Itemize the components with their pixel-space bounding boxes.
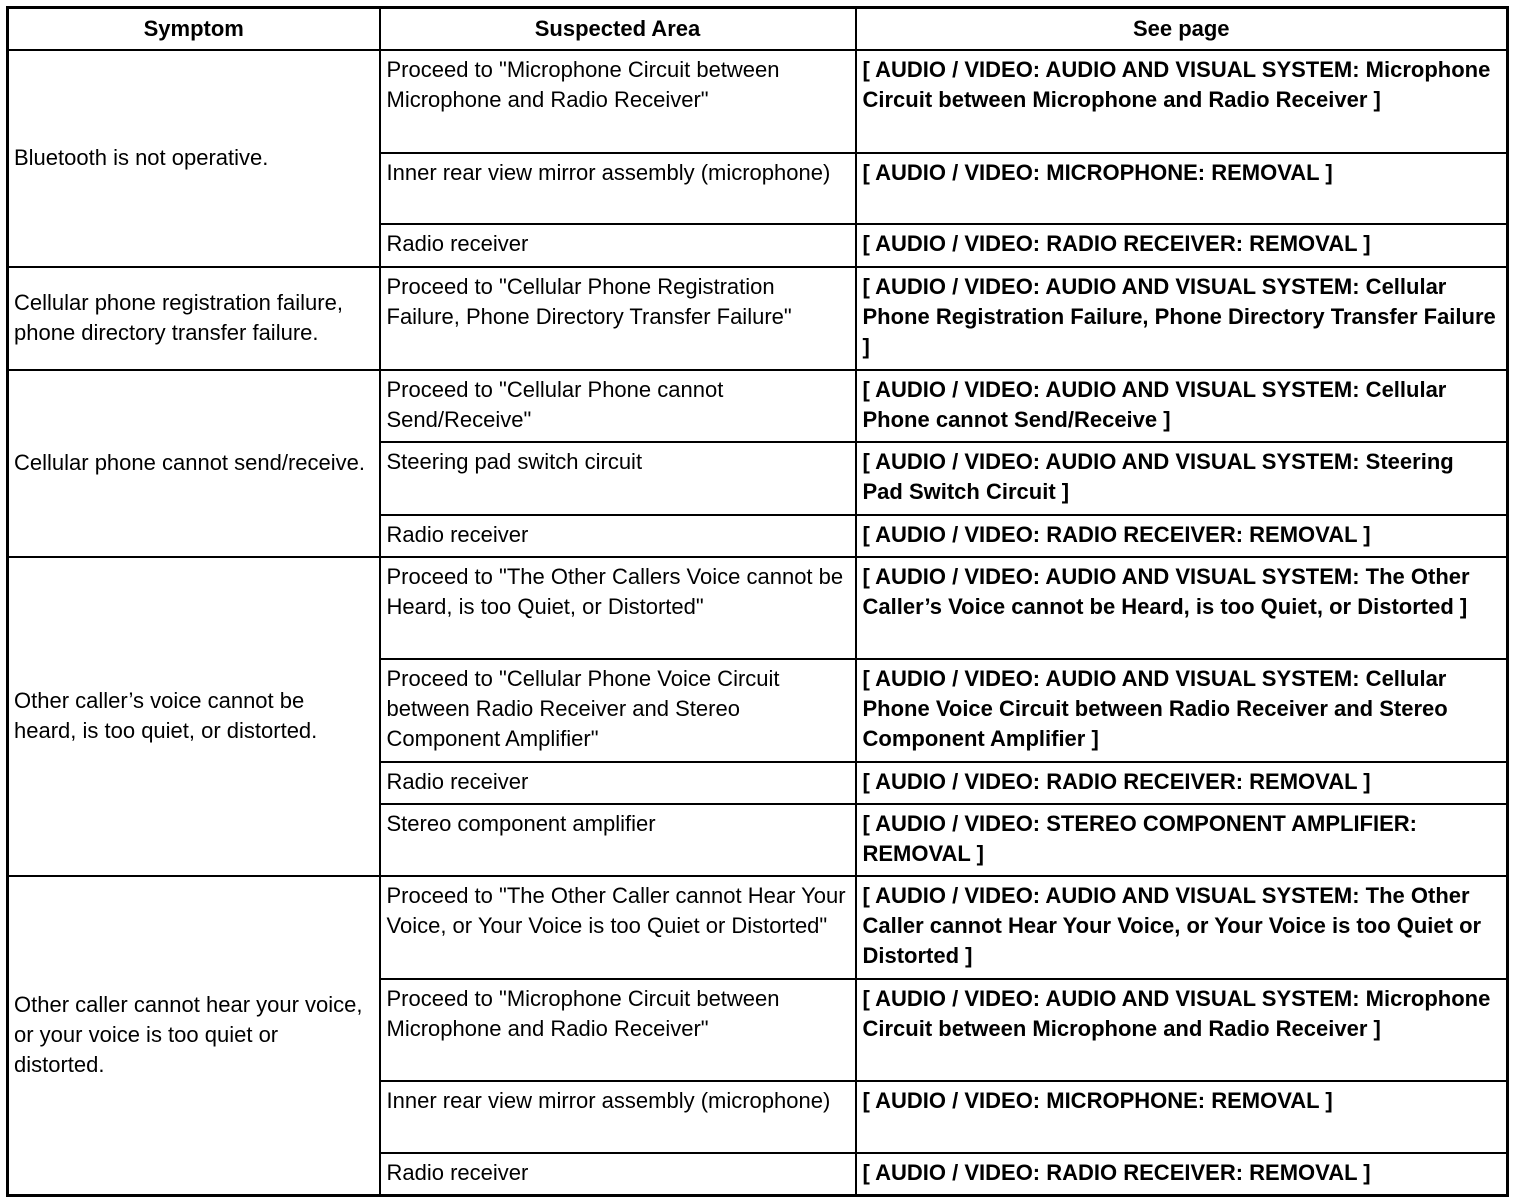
header-see-page: See page <box>856 8 1508 50</box>
see-page-link[interactable]: [ AUDIO / VIDEO: RADIO RECEIVER: REMOVAL ] <box>856 1153 1508 1196</box>
symptom-cell: Other caller’s voice cannot be heard, is too quiet, or distorted. <box>8 557 380 876</box>
see-page-link[interactable]: [ AUDIO / VIDEO: AUDIO AND VISUAL SYSTEM: Cellular Phone cannot Send/Receive ] <box>856 370 1508 442</box>
suspected-area-cell: Stereo component amplifier <box>380 804 856 876</box>
table-row <box>8 370 1508 442</box>
see-page-link[interactable]: [ AUDIO / VIDEO: AUDIO AND VISUAL SYSTEM: Steering Pad Switch Circuit ] <box>856 442 1508 515</box>
suspected-area-cell: Steering pad switch circuit <box>380 442 856 515</box>
suspected-area-cell: Proceed to "The Other Callers Voice cannot be Heard, is too Quiet, or Distorted" <box>380 557 856 659</box>
see-page-link[interactable]: [ AUDIO / VIDEO: RADIO RECEIVER: REMOVAL ] <box>856 224 1508 267</box>
suspected-area-cell: Inner rear view mirror assembly (microphone) <box>380 153 856 224</box>
suspected-area-cell: Proceed to "Microphone Circuit between Microphone and Radio Receiver" <box>380 50 856 153</box>
suspected-area-cell: Radio receiver <box>380 515 856 557</box>
see-page-link[interactable]: [ AUDIO / VIDEO: RADIO RECEIVER: REMOVAL ] <box>856 762 1508 804</box>
troubleshooting-table <box>6 6 1509 1197</box>
see-page-link[interactable]: [ AUDIO / VIDEO: AUDIO AND VISUAL SYSTEM: Microphone Circuit between Microphone and Radio Receiver ] <box>856 50 1508 153</box>
symptom-cell: Cellular phone registration failure, phone directory transfer failure. <box>8 267 380 370</box>
suspected-area-cell: Proceed to "Cellular Phone cannot Send/Receive" <box>380 370 856 442</box>
header-symptom: Symptom <box>8 8 380 50</box>
see-page-link[interactable]: [ AUDIO / VIDEO: AUDIO AND VISUAL SYSTEM: Microphone Circuit between Microphone and Radio Receiver ] <box>856 979 1508 1081</box>
symptom-cell: Cellular phone cannot send/receive. <box>8 370 380 557</box>
table-row <box>8 557 1508 659</box>
suspected-area-cell: Radio receiver <box>380 224 856 267</box>
table-row <box>8 50 1508 153</box>
suspected-area-cell: Proceed to "Cellular Phone Voice Circuit between Radio Receiver and Stereo Component Amplifier" <box>380 659 856 762</box>
see-page-link[interactable]: [ AUDIO / VIDEO: MICROPHONE: REMOVAL ] <box>856 153 1508 224</box>
see-page-link[interactable]: [ AUDIO / VIDEO: MICROPHONE: REMOVAL ] <box>856 1081 1508 1153</box>
see-page-link[interactable]: [ AUDIO / VIDEO: AUDIO AND VISUAL SYSTEM: The Other Caller cannot Hear Your Voice, or Your Voice is too Quiet or Distorted ] <box>856 876 1508 979</box>
see-page-link[interactable]: [ AUDIO / VIDEO: STEREO COMPONENT AMPLIFIER: REMOVAL ] <box>856 804 1508 876</box>
header-suspected-area: Suspected Area <box>380 8 856 50</box>
symptom-cell: Other caller cannot hear your voice, or your voice is too quiet or distorted. <box>8 876 380 1196</box>
suspected-area-cell: Radio receiver <box>380 1153 856 1196</box>
symptom-cell: Bluetooth is not operative. <box>8 50 380 267</box>
header-row <box>8 8 1508 50</box>
table-row <box>8 876 1508 979</box>
suspected-area-cell: Radio receiver <box>380 762 856 804</box>
table-row <box>8 267 1508 370</box>
see-page-link[interactable]: [ AUDIO / VIDEO: AUDIO AND VISUAL SYSTEM: Cellular Phone Registration Failure, Phone Directory Transfer Failure ] <box>856 267 1508 370</box>
see-page-link[interactable]: [ AUDIO / VIDEO: RADIO RECEIVER: REMOVAL ] <box>856 515 1508 557</box>
see-page-link[interactable]: [ AUDIO / VIDEO: AUDIO AND VISUAL SYSTEM: Cellular Phone Voice Circuit between Radio Receiver and Stereo Component Amplifier ] <box>856 659 1508 762</box>
suspected-area-cell: Inner rear view mirror assembly (microphone) <box>380 1081 856 1153</box>
suspected-area-cell: Proceed to "The Other Caller cannot Hear Your Voice, or Your Voice is too Quiet or Distorted" <box>380 876 856 979</box>
suspected-area-cell: Proceed to "Cellular Phone Registration Failure, Phone Directory Transfer Failure" <box>380 267 856 370</box>
suspected-area-cell: Proceed to "Microphone Circuit between Microphone and Radio Receiver" <box>380 979 856 1081</box>
see-page-link[interactable]: [ AUDIO / VIDEO: AUDIO AND VISUAL SYSTEM: The Other Caller’s Voice cannot be Heard, is too Quiet, or Distorted ] <box>856 557 1508 659</box>
table-body <box>8 50 1508 1196</box>
